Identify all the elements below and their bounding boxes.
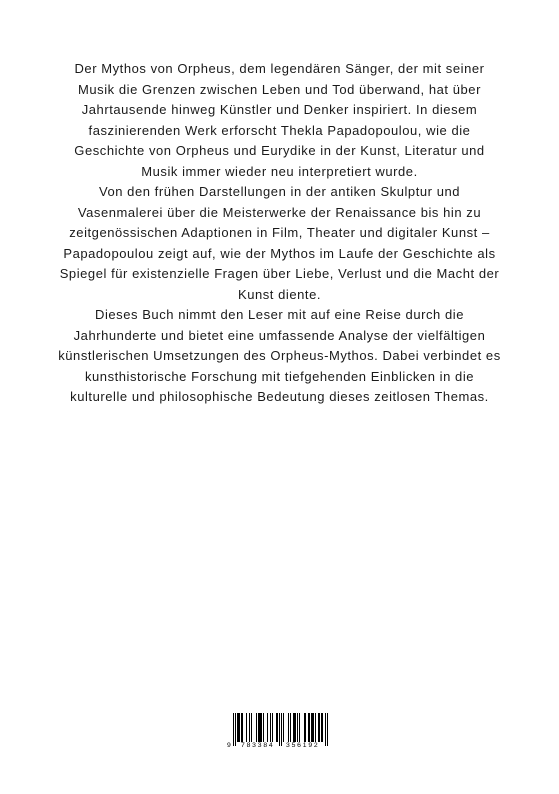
barcode-bar (283, 713, 284, 742)
barcode-bar (261, 713, 262, 742)
barcode-bar (308, 713, 309, 742)
barcode-bar (256, 713, 257, 742)
barcode-bar (249, 713, 250, 742)
barcode-bar (267, 713, 268, 742)
barcode-right-group: 356192 (286, 742, 320, 749)
barcode-bar (277, 713, 278, 742)
barcode-bar (263, 713, 264, 742)
back-cover-blurb (58, 59, 501, 408)
barcode-bar (311, 713, 312, 742)
barcode-bar (241, 713, 242, 742)
barcode-bar (293, 713, 294, 742)
blurb-paragraph-2: Von den frühen Darstellungen in der antiken Skulptur und Vasenmalerei über die Meisterwerke der Renaissance bis hin zu zeitgenössischen Adaptionen in Film, Theater und digitaler Kunst – Papadopoulou zeigt auf, wie der Mythos im Laufe der Geschichte als Spiegel für existenzielle Fragen über Liebe, Verlust und die Macht der Kunst diente. (59, 184, 500, 302)
barcode-left-group: 783384 (241, 742, 275, 749)
blurb-paragraph-3: Dieses Buch nimmt den Leser mit auf eine Reise durch die Jahrhunderte und bietet eine umfassende Analyse der vielfältigen künstlerischen Umsetzungen des Orpheus-Mythos. Dabei verbindet es kunsthistorische Forschung mit tiefgehenden Einblicken in die kulturelle und philosophische Bedeutung dieses zeitlosen Themas. (58, 307, 501, 404)
barcode-bar (295, 713, 296, 742)
barcode-bar (322, 713, 323, 742)
barcode-bar (251, 713, 252, 742)
barcode-bar (258, 713, 259, 742)
barcode-bar (304, 713, 305, 742)
barcode-digits (226, 742, 332, 753)
barcode-bar (309, 713, 310, 742)
barcode-bar (321, 713, 322, 742)
barcode-bar (239, 713, 240, 742)
barcode-bar (305, 713, 306, 742)
blurb-paragraph-1: Der Mythos von Orpheus, dem legendären Sänger, der mit seiner Musik die Grenzen zwischen Leben und Tod überwand, hat über Jahrtausende hinweg Künstler und Denker inspiriert. In diesem faszinierenden Werk erforscht Thekla Papadopoulou, wie die Geschichte von Orpheus und Eurydike in der Kunst, Literatur und Musik immer wieder neu interpretiert wurde. (74, 61, 485, 179)
barcode-bar (276, 713, 277, 742)
barcode-bar (242, 713, 243, 742)
barcode-bar (312, 713, 313, 742)
isbn-barcode (226, 713, 332, 754)
barcode-bar (238, 713, 239, 742)
barcode-bar (297, 713, 298, 742)
barcode-bar (272, 713, 273, 742)
barcode-bar (260, 713, 261, 742)
barcode-bar (237, 713, 238, 742)
barcode-bar (319, 713, 320, 742)
barcode-bar (288, 713, 289, 742)
barcode-bar (318, 713, 319, 742)
barcode-bar (270, 713, 271, 742)
barcode-bar (290, 713, 291, 742)
barcode-bar (299, 713, 300, 742)
barcode-bar (294, 713, 295, 742)
barcode-bar (315, 713, 316, 742)
barcode-bar (259, 713, 260, 742)
barcode-first-digit: 9 (227, 742, 231, 749)
barcode-bar (246, 713, 247, 742)
barcode-bar (313, 713, 314, 742)
